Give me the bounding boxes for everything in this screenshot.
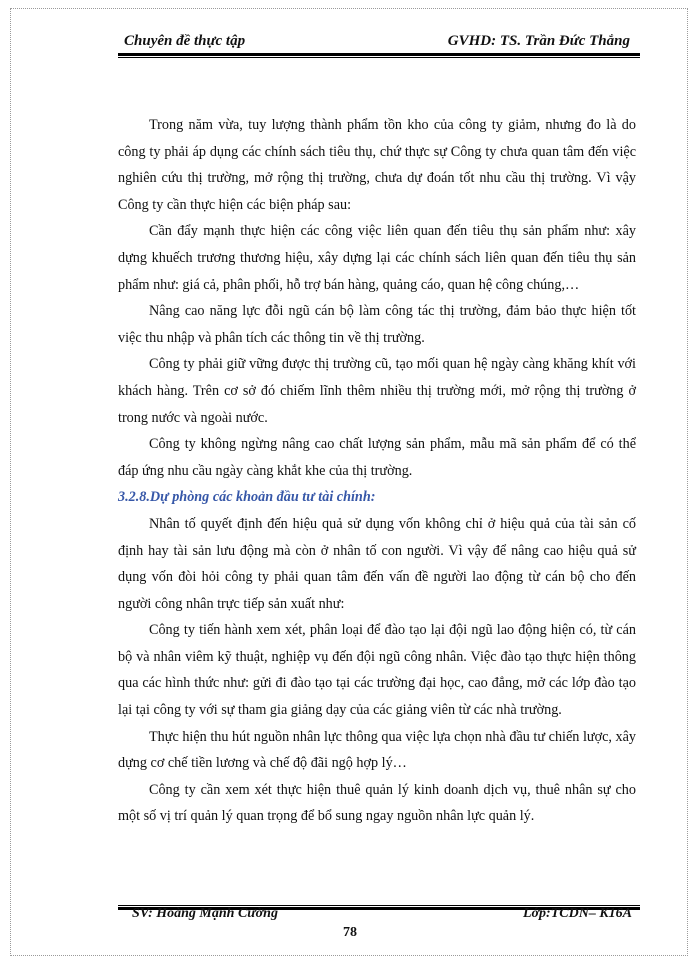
paragraph: Công ty không ngừng nâng cao chất lượng sản phẩm, mẫu mã sản phẩm để có thể đáp ứng nhu cầu ngày càng khắt khe của thị trường. bbox=[118, 436, 636, 479]
header-rule-thin bbox=[118, 57, 640, 58]
footer-student: SV: Hoàng Mạnh Cường bbox=[132, 906, 278, 921]
page-number: 78 bbox=[343, 925, 357, 940]
paragraph: Nhân tố quyết định đến hiệu quả sử dụng vốn không chỉ ở hiệu quả của tài sản cố định hay tài sản lưu động mà còn ở nhân tố con người. Vì vậy để nâng cao hiệu quả sử dụng vốn đòi hỏi công ty phải quan tâm đến vấn đề người lao động từ cán bộ cho đến người công nhân trực tiếp sản xuất như: bbox=[118, 515, 636, 612]
header-title: Chuyên đề thực tập bbox=[124, 33, 246, 49]
paragraph: Thực hiện thu hút nguồn nhân lực thông qua việc lựa chọn nhà đầu tư chiến lược, xây dựng cơ chế tiền lương và chế độ đãi ngộ hợp lý… bbox=[118, 728, 636, 772]
paragraph: Công ty cần xem xét thực hiện thuê quản lý kinh doanh dịch vụ, thuê nhân sự cho một số vị trí quản lý quan trọng để bổ sung ngay nguồn nhân lực quản lý. bbox=[118, 781, 636, 825]
document-body bbox=[118, 112, 636, 830]
paragraph: Công ty tiến hành xem xét, phân loại để đào tạo lại đội ngũ lao động hiện có, từ cán bộ và nhân viêm kỹ thuật, nghiệp vụ đến đội ngũ công nhân. Việc đào tạo thực hiện thông qua các hình thức như: gửi đi đào tạo tại các trường đại học, cao đẳng, mở các lớp đào tạo lại tại công ty với sự tham gia giảng dạy của các giảng viên từ các nhà trường. bbox=[118, 622, 636, 719]
header-rule-thick bbox=[118, 53, 640, 56]
paragraph: Công ty phải giữ vững được thị trường cũ, tạo mối quan hệ ngày càng khăng khít với khách hàng. Trên cơ sở đó chiếm lĩnh thêm nhiều thị trường mới, mở rộng thị trường ở trong nước và ngoài nước. bbox=[118, 356, 636, 426]
paragraph: Trong năm vừa, tuy lượng thành phẩm tồn kho của công ty giảm, nhưng đo là do công ty phải áp dụng các chính sách tiêu thụ, chứ thực sự Công ty chưa quan tâm đến việc nghiên cứu thị trường, mở rộng thị trường, chưa dự đoán tốt nhu cầu thị trường. Vì vậy Công ty cần thực hiện các biện pháp sau: bbox=[118, 117, 636, 213]
paragraph: Cần đẩy mạnh thực hiện các công việc liên quan đến tiêu thụ sản phẩm như: xây dựng khuếch trương thương hiệu, xây dựng lại các chính sách liên quan đến tiêu thụ sản phẩm như: giá cả, phân phối, hỗ trợ bán hàng, quảng cáo, quan hệ công chúng,… bbox=[118, 223, 636, 293]
paragraph: Nâng cao năng lực đỗi ngũ cán bộ làm công tác thị trường, đảm bảo thực hiện tốt việc thu nhập và phân tích các thông tin về thị trường. bbox=[118, 303, 636, 346]
footer-class: Lớp:TCDN– K16A bbox=[522, 906, 632, 921]
page-header bbox=[118, 30, 636, 54]
header-advisor: GVHD: TS. Trần Đức Thắng bbox=[447, 33, 630, 49]
section-heading: 3.2.8.Dự phòng các khoản đầu tư tài chính: bbox=[118, 489, 376, 506]
